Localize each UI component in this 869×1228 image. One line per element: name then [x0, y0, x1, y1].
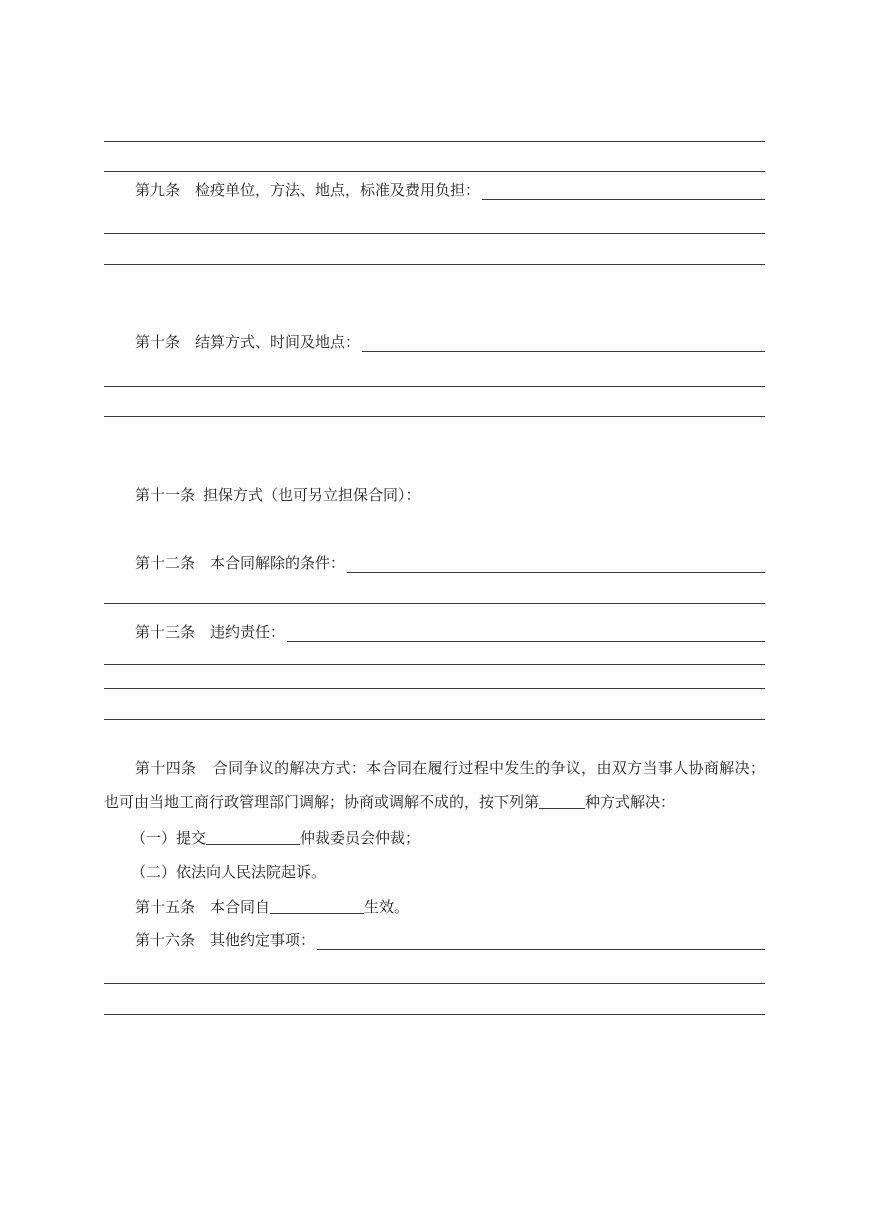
- article-12-number: 第十二条: [135, 554, 196, 572]
- option-1-suffix: 仲裁委员会仲裁；: [300, 829, 421, 847]
- article-10-text: 结算方式、时间及地点：: [195, 333, 361, 351]
- article-16-text: 其他约定事项：: [210, 931, 316, 949]
- article-13-text: 违约责任：: [210, 623, 286, 641]
- article-13: [135, 620, 765, 642]
- option-1-prefix: （一）提交: [131, 829, 207, 847]
- article-14-number: 第十四条: [135, 759, 197, 777]
- form-line: [104, 719, 765, 720]
- form-line: [104, 264, 765, 265]
- effective-date-blank[interactable]: [270, 897, 364, 914]
- form-line: [104, 688, 765, 689]
- article-15-prefix: 本合同自: [210, 898, 271, 916]
- article-16-number: 第十六条: [135, 931, 196, 949]
- arbitration-option-blank[interactable]: [539, 792, 585, 809]
- form-line: [104, 603, 765, 604]
- article-12-text: 本合同解除的条件：: [210, 554, 346, 572]
- form-line: [104, 664, 765, 665]
- option-2-text: （二）依法向人民法院起诉。: [131, 863, 327, 881]
- article-15-suffix: 生效。: [364, 898, 410, 916]
- article-11-text: 担保方式（也可另立担保合同）：: [203, 486, 421, 504]
- article-15: [135, 896, 409, 918]
- form-line: [104, 983, 765, 984]
- article-13-number: 第十三条: [135, 623, 196, 641]
- form-line: [104, 1014, 765, 1015]
- article-13-fill-line[interactable]: [287, 623, 765, 642]
- article-14-text: 合同争议的解决方式：本合同在履行过程中发生的争议，由双方当事人协商解决；也可由当地工商行政管理部门调解；协商或调解不成的，按下列第: [104, 759, 765, 811]
- form-line: [104, 416, 765, 417]
- form-line: [104, 233, 765, 234]
- article-12: [135, 551, 765, 573]
- article-9-text: 检疫单位，方法、地点，标准及费用负担：: [195, 181, 481, 199]
- article-10: [135, 330, 765, 352]
- article-16: [135, 928, 765, 950]
- form-line: [104, 171, 765, 172]
- arbitration-committee-blank[interactable]: [206, 828, 300, 845]
- article-11: [135, 483, 765, 505]
- article-14-option-1: [131, 827, 420, 849]
- article-10-fill-line[interactable]: [362, 333, 765, 352]
- article-9-fill-line[interactable]: [482, 181, 765, 200]
- article-11-number: 第十一条: [135, 486, 196, 504]
- article-15-number: 第十五条: [135, 898, 196, 916]
- article-14: [104, 751, 765, 819]
- article-14-option-2: [131, 861, 326, 883]
- article-12-fill-line[interactable]: [347, 554, 765, 573]
- form-line: [104, 386, 765, 387]
- article-14-text-end: 种方式解决：: [585, 793, 676, 811]
- article-10-number: 第十条: [135, 333, 181, 351]
- article-16-fill-line[interactable]: [317, 931, 765, 950]
- form-line: [104, 141, 765, 142]
- article-9-number: 第九条: [135, 181, 181, 199]
- article-9: [135, 178, 765, 200]
